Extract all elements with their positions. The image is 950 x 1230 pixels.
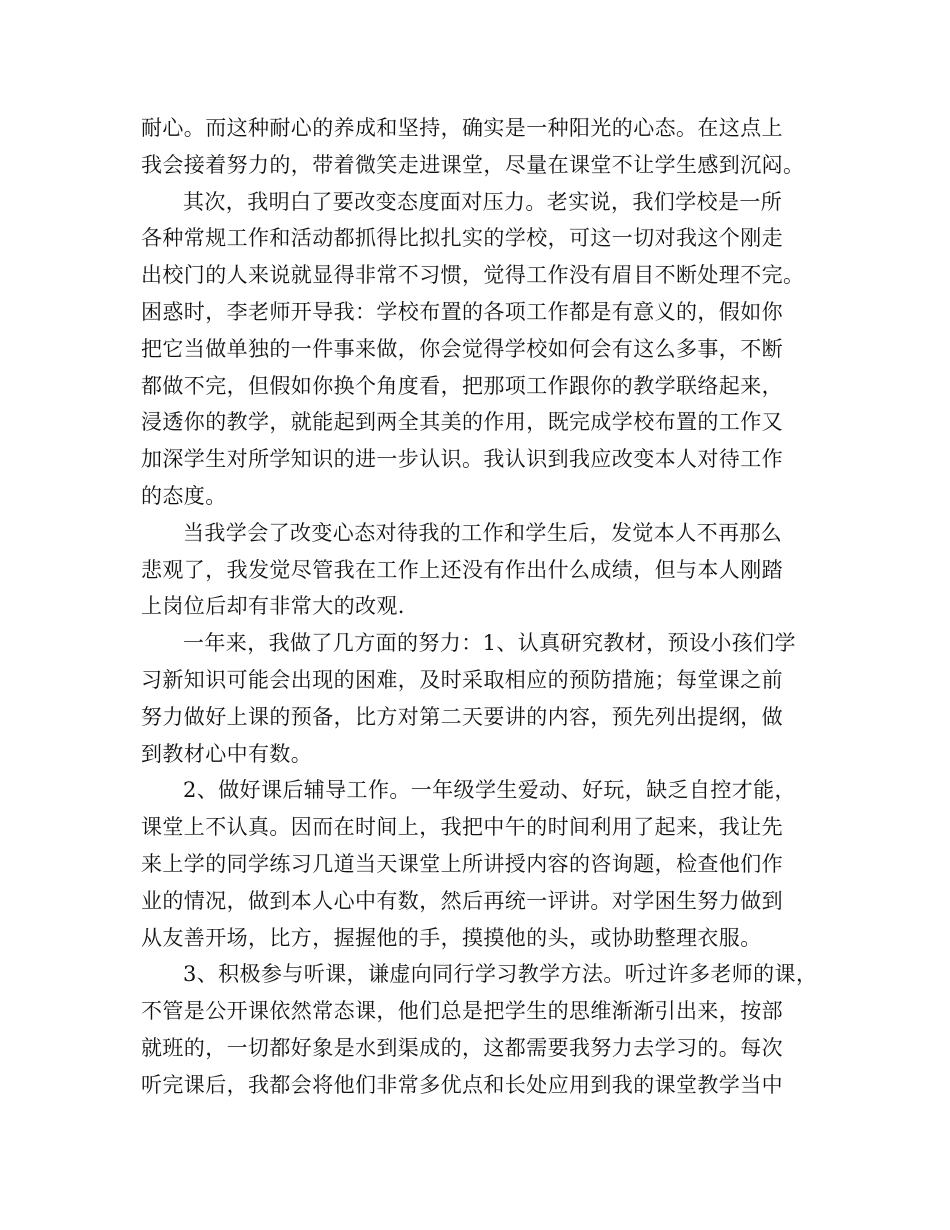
text-line: 上岗位后却有非常大的改观. xyxy=(141,594,405,619)
body-text xyxy=(141,110,818,1104)
text-line: 把它当做单独的一件事来做，你会觉得学校如何会有这么多事，不断 xyxy=(141,336,783,361)
paragraph-start-line: 其次，我明白了要改变态度面对压力。老实说，我们学校是一所 xyxy=(183,189,783,214)
text-line: 就班的，一切都好象是水到渠成的，这都需要我努力去学习的。每次 xyxy=(141,1035,783,1060)
text-line: 加深学生对所学知识的进一步认识。我认识到我应改变本人对待工作 xyxy=(141,447,783,472)
text-line: 来上学的同学练习几道当天课堂上所讲授内容的咨询题，检查他们作 xyxy=(141,851,783,876)
text-line: 都做不完，但假如你换个角度看，把那项工作跟你的教学联络起来， xyxy=(141,373,783,398)
text-line: 困惑时，李老师开导我：学校布置的各项工作都是有意义的，假如你 xyxy=(141,299,783,324)
paragraph-start-line: 当我学会了改变心态对待我的工作和学生后，发觉本人不再那么 xyxy=(183,520,783,545)
text-line: 的态度。 xyxy=(141,483,227,508)
text-line: 浸透你的教学，就能起到两全其美的作用，既完成学校布置的工作又 xyxy=(141,410,783,435)
text-line: 悲观了，我发觉尽管我在工作上还没有作出什么成绩，但与本人刚踏 xyxy=(141,557,783,582)
text-line: 课堂上不认真。因而在时间上，我把中午的时间利用了起来，我让先 xyxy=(141,815,783,840)
paragraph-start-line: 2、做好课后辅导工作。一年级学生爱动、好玩，缺乏自控才能， xyxy=(183,778,796,803)
text-line: 不管是公开课依然常态课，他们总是把学生的思维渐渐引出来，按部 xyxy=(141,999,783,1024)
text-line: 习新知识可能会出现的困难，及时采取相应的预防措施；每堂课之前 xyxy=(141,667,783,692)
text-line: 到教材心中有数。 xyxy=(141,741,313,766)
text-line: 业的情况，做到本人心中有数，然后再统一评讲。对学困生努力做到 xyxy=(141,888,783,913)
text-line: 听完课后，我都会将他们非常多优点和长处应用到我的课堂教学当中 xyxy=(141,1072,783,1097)
text-line: 我会接着努力的，带着微笑走进课堂，尽量在课堂不让学生感到沉闷。 xyxy=(141,152,805,177)
text-line: 出校门的人来说就显得非常不习惯，觉得工作没有眉目不断处理不完。 xyxy=(141,263,805,288)
paragraph-start-line: 3、积极参与听课，谦虚向同行学习教学方法。听过许多老师的课， xyxy=(183,962,818,987)
text-line: 耐心。而这种耐心的养成和坚持，确实是一种阳光的心态。在这点上 xyxy=(141,116,783,140)
text-line: 各种常规工作和活动都抓得比拟扎实的学校，可这一切对我这个刚走 xyxy=(141,226,783,251)
text-line: 努力做好上课的预备，比方对第二天要讲的内容，预先列出提纲，做 xyxy=(141,704,783,729)
paragraph-start-line: 一年来，我做了几方面的努力：1、认真研究教材，预设小孩们学 xyxy=(183,631,796,656)
text-line: 从友善开场，比方，握握他的手，摸摸他的头，或协助整理衣服。 xyxy=(141,925,762,950)
